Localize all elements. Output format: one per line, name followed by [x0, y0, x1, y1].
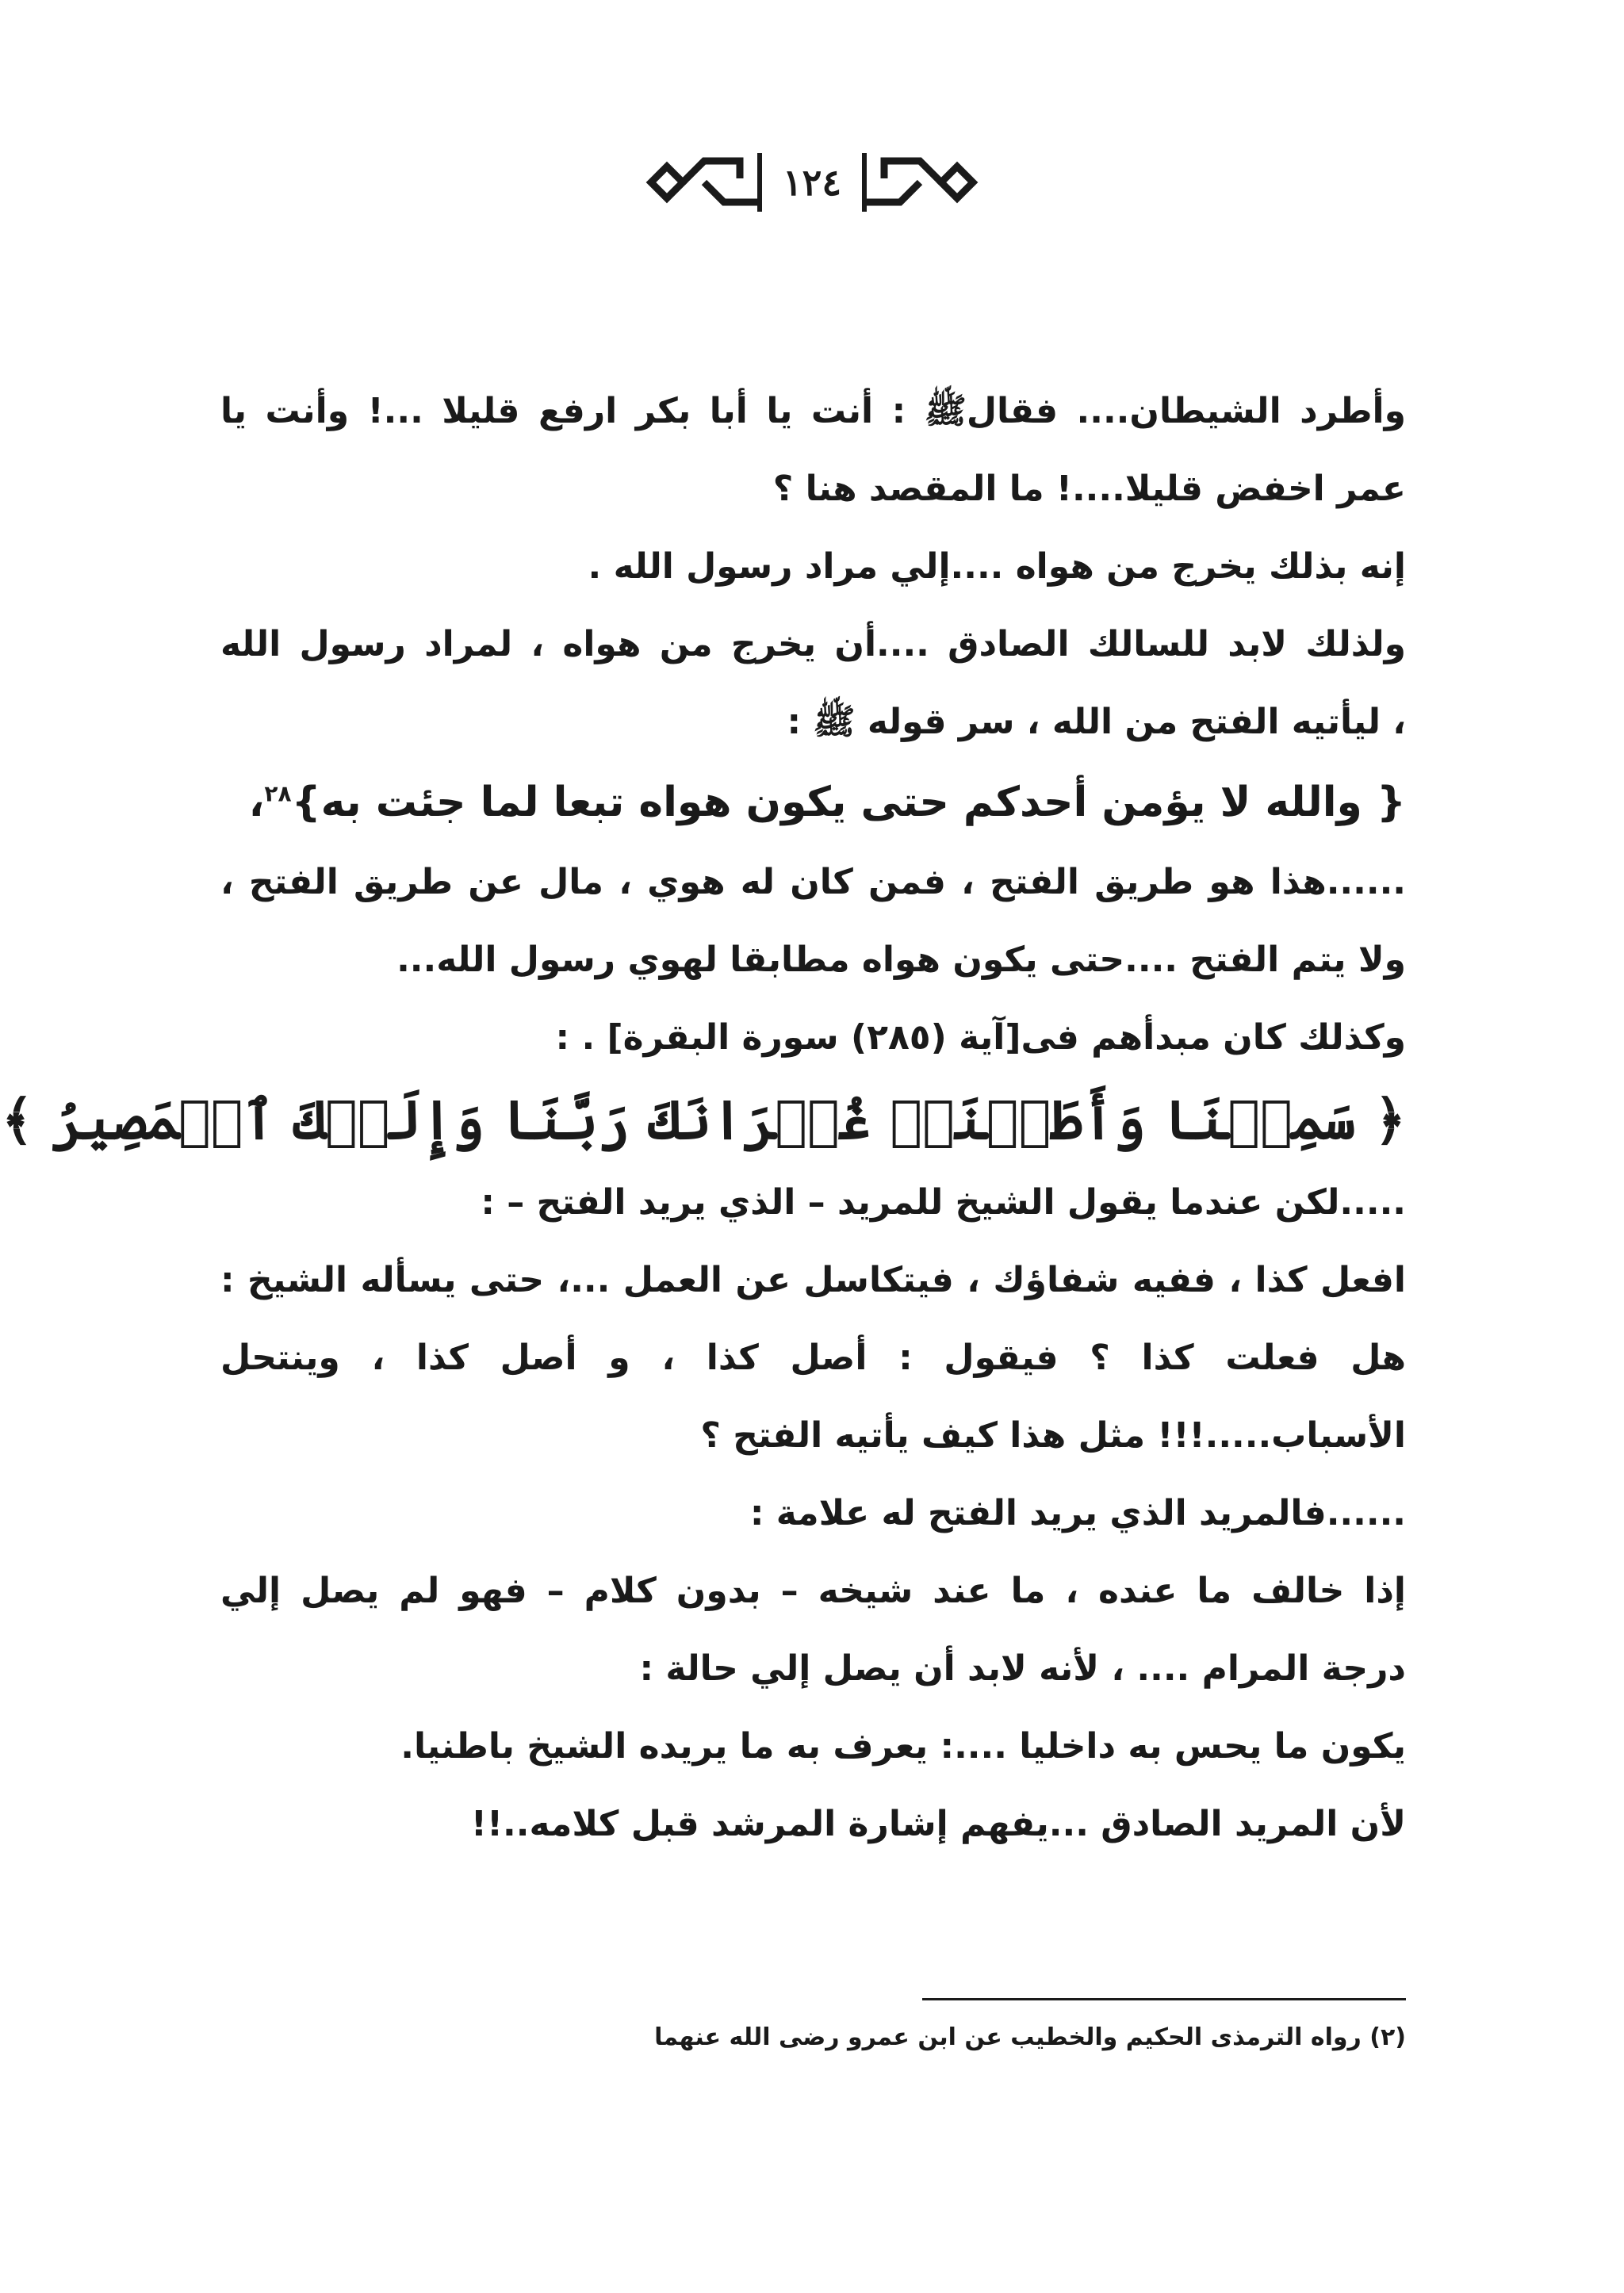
- body-line: افعل كذا ، ففيه شفاؤك ، فيتكاسل عن العمل ...، حتى يسأله الشيخ :: [220, 1260, 1406, 1300]
- page-number-ornament: [645, 147, 979, 218]
- page-number: ١٢٤: [782, 161, 842, 204]
- page-body: [1, 373, 1406, 1863]
- body-line: ، ليأتيه الفتح من الله ، سر قوله ﷺ :: [787, 702, 1406, 742]
- body-line: ولذلك لابد للسالك الصادق ....أن يخرج من هواه ، لمراد رسول الله: [220, 624, 1406, 664]
- footnote-reference: ٢٨: [264, 780, 292, 807]
- arabesque-ornament-icon: [860, 147, 979, 218]
- body-line: هل فعلت كذا ؟ فيقول : أصل كذا ، و أصل كذا ، وينتحل: [220, 1338, 1406, 1378]
- footnote: (٢) رواه الترمذى الحكيم والخطيب عن ابن عمرو رضى الله عنهما: [654, 2023, 1406, 2051]
- hadith-trailing-comma: ،: [248, 779, 265, 826]
- body-line: الأسباب.....!!! مثل هذا كيف يأتيه الفتح ؟: [700, 1415, 1406, 1456]
- body-line: ......هذا هو طريق الفتح ، فمن كان له هوي ، مال عن طريق الفتح ،: [220, 862, 1406, 902]
- body-line: عمر اخفض قليلا....! ما المقصد هنا ؟: [772, 469, 1406, 509]
- body-line: إنه بذلك يخرج من هواه ....إلي مراد رسول الله .: [588, 546, 1406, 587]
- body-line: لأن المريد الصادق ...يفهم إشارة المرشد قبل كلامه..!!: [470, 1804, 1406, 1844]
- body-line: وكذلك كان مبدأهم فى[آية (٢٨٥) سورة البقرة] . :: [555, 1017, 1406, 1058]
- arabesque-ornament-icon: [645, 147, 764, 218]
- page-header: [0, 143, 1624, 222]
- body-line: ولا يتم الفتح ....حتى يكون هواه مطابقا لهوي رسول الله...: [396, 940, 1406, 980]
- hadith-quote: [220, 761, 1406, 844]
- hadith-text: { والله لا يؤمن أحدكم حتى يكون هواه تبعا لما جئت به}: [291, 779, 1406, 826]
- body-line: درجة المرام .... ، لأنه لابد أن يصل إلي حالة :: [639, 1648, 1406, 1689]
- body-line: .....لكن عندما يقول الشيخ للمريد – الذي يريد الفتح – :: [481, 1182, 1406, 1223]
- quran-verse: ﴿ سَمِعۡنَا وَأَطَعۡنَاۖ غُفۡرَانَكَ رَبَّنَا وَإِلَيۡكَ ٱلۡمَصِيرُ ﴾: [1, 1089, 1406, 1152]
- footnote-divider: [922, 1998, 1406, 2000]
- body-line: وأطرد الشيطان.... فقالﷺ : أنت يا أبا بكر ارفع قليلا ...! وأنت يا: [220, 391, 1406, 431]
- body-line: يكون ما يحس به داخليا ....: يعرف به ما يريده الشيخ باطنيا.: [400, 1726, 1406, 1767]
- body-line: ......فالمريد الذي يريد الفتح له علامة :: [749, 1493, 1406, 1533]
- body-line: إذا خالف ما عنده ، ما عند شيخه – بدون كلام – فهو لم يصل إلي: [220, 1571, 1406, 1611]
